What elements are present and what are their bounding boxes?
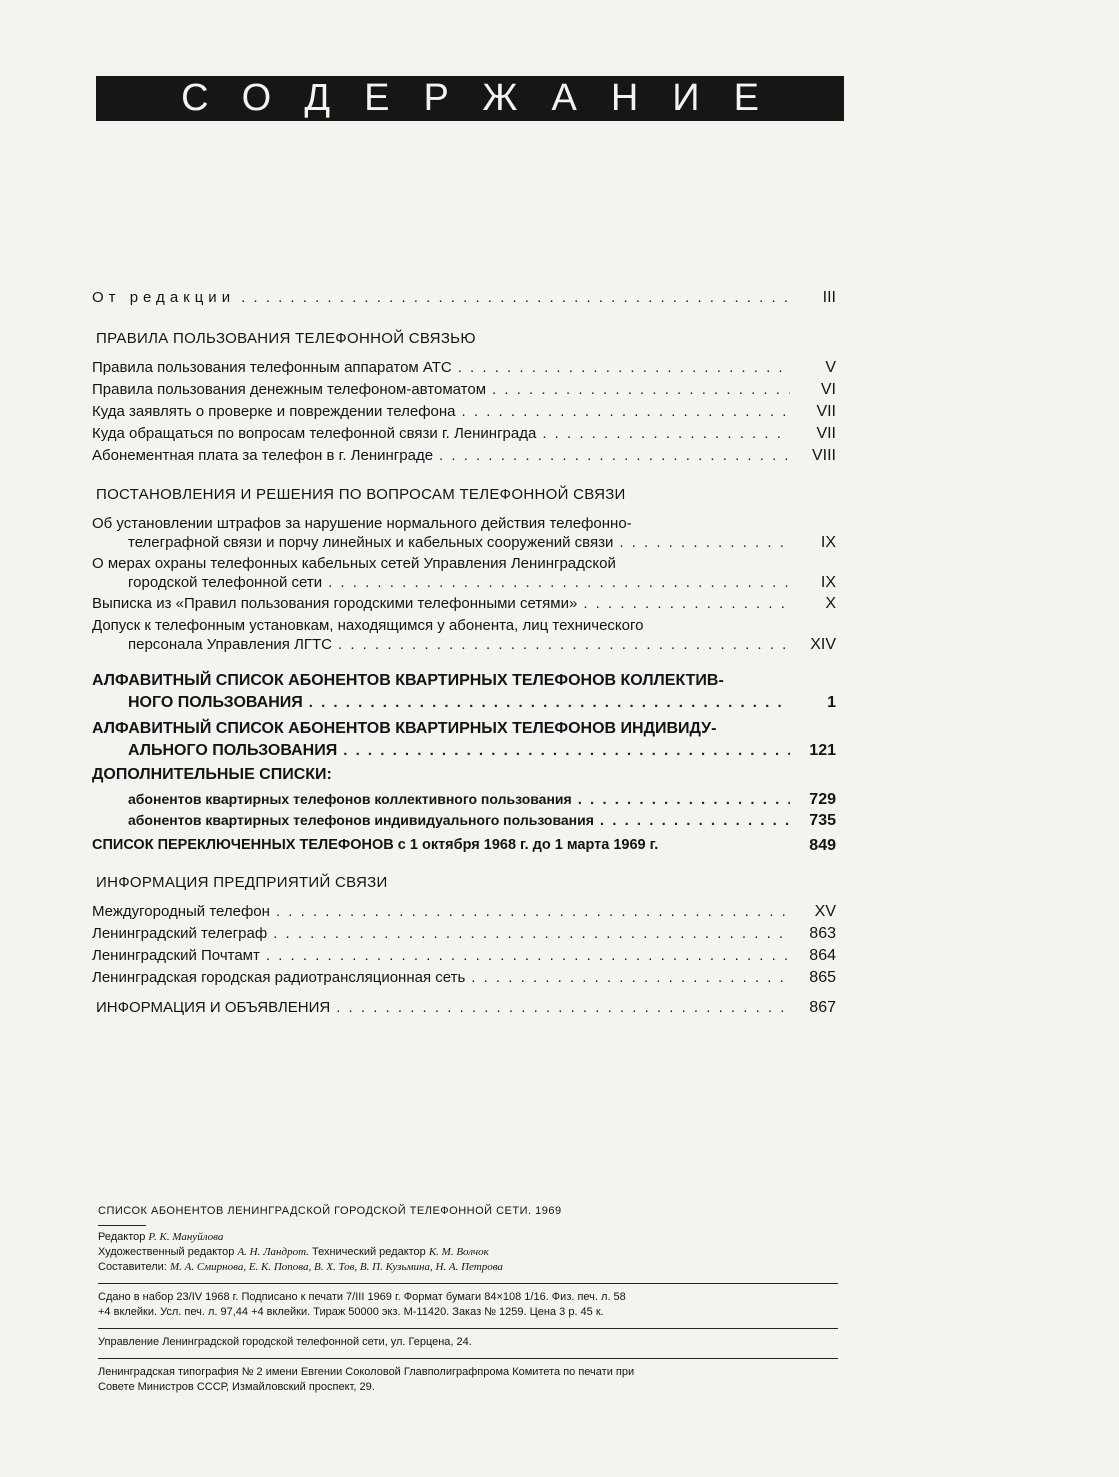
toc-entry[interactable]: абонентов квартирных телефонов индивидуального пользования . . . 735 [92, 811, 836, 830]
toc-entry[interactable]: Правила пользования телефонным аппаратом АТС . . . V [92, 358, 836, 377]
divider [98, 1225, 146, 1226]
editor-line: Редактор Р. К. Мануйлова [98, 1231, 224, 1243]
toc-entry[interactable]: Об установлении штрафов за нарушение нормального действия телефонно- телеграфной связи и порчу линейных и кабельных сооружений связи . . . IX [92, 514, 836, 552]
compilers-line: Составители: М. А. Смирнова, Е. К. Попова, В. Х. Тов, В. П. Кузьмина, Н. А. Петрова [98, 1261, 503, 1273]
toc-entry[interactable]: Куда обращаться по вопросам телефонной связи г. Ленинграда . . . VII [92, 424, 836, 443]
divider [98, 1283, 838, 1284]
section-title-rules: ПРАВИЛА ПОЛЬЗОВАНИЯ ТЕЛЕФОННОЙ СВЯЗЬЮ [96, 330, 476, 347]
toc-entry[interactable]: Выписка из «Правил пользования городскими телефонными сетями» . . . X [92, 594, 836, 613]
toc-entry[interactable]: Куда заявлять о проверке и повреждении телефона . . . VII [92, 402, 836, 421]
publisher-line: Управление Ленинградской городской телефонной сети, ул. Герцена, 24. [98, 1336, 472, 1348]
imprint [98, 1204, 838, 1395]
print-details-line-1: Сдано в набор 23/IV 1968 г. Подписано к печати 7/III 1969 г. Формат бумаги 84×108 1/16. Физ. печ. л. 58 [98, 1291, 626, 1303]
toc-label: От редакции [92, 289, 236, 306]
toc-entry-from-editors[interactable] [92, 288, 836, 307]
print-details-line-2: +4 вклейки. Усл. печ. л. 97,44 +4 вклейки. Тираж 50000 экз. М-11420. Заказ № 1259. Цена 3 р. 45 к. [98, 1306, 604, 1318]
contents-heading: СОДЕРЖАНИЕ [181, 77, 793, 119]
printer-line-2: Совете Министров СССР, Измайловский проспект, 29. [98, 1381, 375, 1393]
toc-entry[interactable]: Допуск к телефонным установкам, находящимся у абонента, лиц технического персонала Управления ЛГТС . . . XIV [92, 616, 836, 654]
toc-entry-main-collective[interactable]: АЛФАВИТНЫЙ СПИСОК АБОНЕНТОВ КВАРТИРНЫХ ТЕЛЕФОНОВ КОЛЛЕКТИВ- НОГО ПОЛЬЗОВАНИЯ . . . 1 [92, 670, 836, 714]
toc-entry[interactable]: абонентов квартирных телефонов коллективного пользования . . . 729 [92, 790, 836, 809]
art-editor-line: Художественный редактор А. Н. Ландрот. Технический редактор К. М. Волчок [98, 1246, 489, 1258]
toc-entry[interactable]: Ленинградский Почтамт . . . 864 [92, 946, 836, 965]
toc-entry[interactable]: Абонементная плата за телефон в г. Ленинграде . . . VIII [92, 446, 836, 465]
toc-entry-announcements[interactable]: ИНФОРМАЦИЯ И ОБЪЯВЛЕНИЯ . . . 867 [96, 998, 836, 1017]
toc-entry-switched-phones[interactable]: СПИСОК ПЕРЕКЛЮЧЕННЫХ ТЕЛЕФОНОВ с 1 октября 1968 г. до 1 марта 1969 г. 849 [92, 837, 836, 854]
contents-heading-bar [96, 76, 844, 121]
section-title-info: ИНФОРМАЦИЯ ПРЕДПРИЯТИЙ СВЯЗИ [96, 874, 388, 891]
section-title-additional: ДОПОЛНИТЕЛЬНЫЕ СПИСКИ: [92, 766, 332, 783]
printer-line-1: Ленинградская типография № 2 имени Евгении Соколовой Главполиграфпрома Комитета по печати при [98, 1366, 635, 1378]
toc-entry[interactable]: Ленинградский телеграф . . . 863 [92, 924, 836, 943]
section-title-decrees: ПОСТАНОВЛЕНИЯ И РЕШЕНИЯ ПО ВОПРОСАМ ТЕЛЕФОННОЙ СВЯЗИ [96, 486, 626, 503]
toc-entry-main-individual[interactable]: АЛФАВИТНЫЙ СПИСОК АБОНЕНТОВ КВАРТИРНЫХ ТЕЛЕФОНОВ ИНДИВИДУ- АЛЬНОГО ПОЛЬЗОВАНИЯ . . . 121 [92, 718, 836, 762]
divider [98, 1358, 838, 1359]
divider [98, 1328, 838, 1329]
toc-entry[interactable]: Правила пользования денежным телефоном-автоматом . . . VI [92, 380, 836, 399]
toc-page: III [822, 289, 836, 306]
book-title: СПИСОК АБОНЕНТОВ ЛЕНИНГРАДСКОЙ ГОРОДСКОЙ ТЕЛЕФОННОЙ СЕТИ. 1969 [98, 1205, 562, 1217]
toc-entry[interactable]: Ленинградская городская радиотрансляционная сеть . . . 865 [92, 968, 836, 987]
toc-entry[interactable]: О мерах охраны телефонных кабельных сетей Управления Ленинградской городской телефонной сети . . . IX [92, 554, 836, 592]
toc-entry[interactable]: Междугородный телефон . . . XV [92, 902, 836, 921]
